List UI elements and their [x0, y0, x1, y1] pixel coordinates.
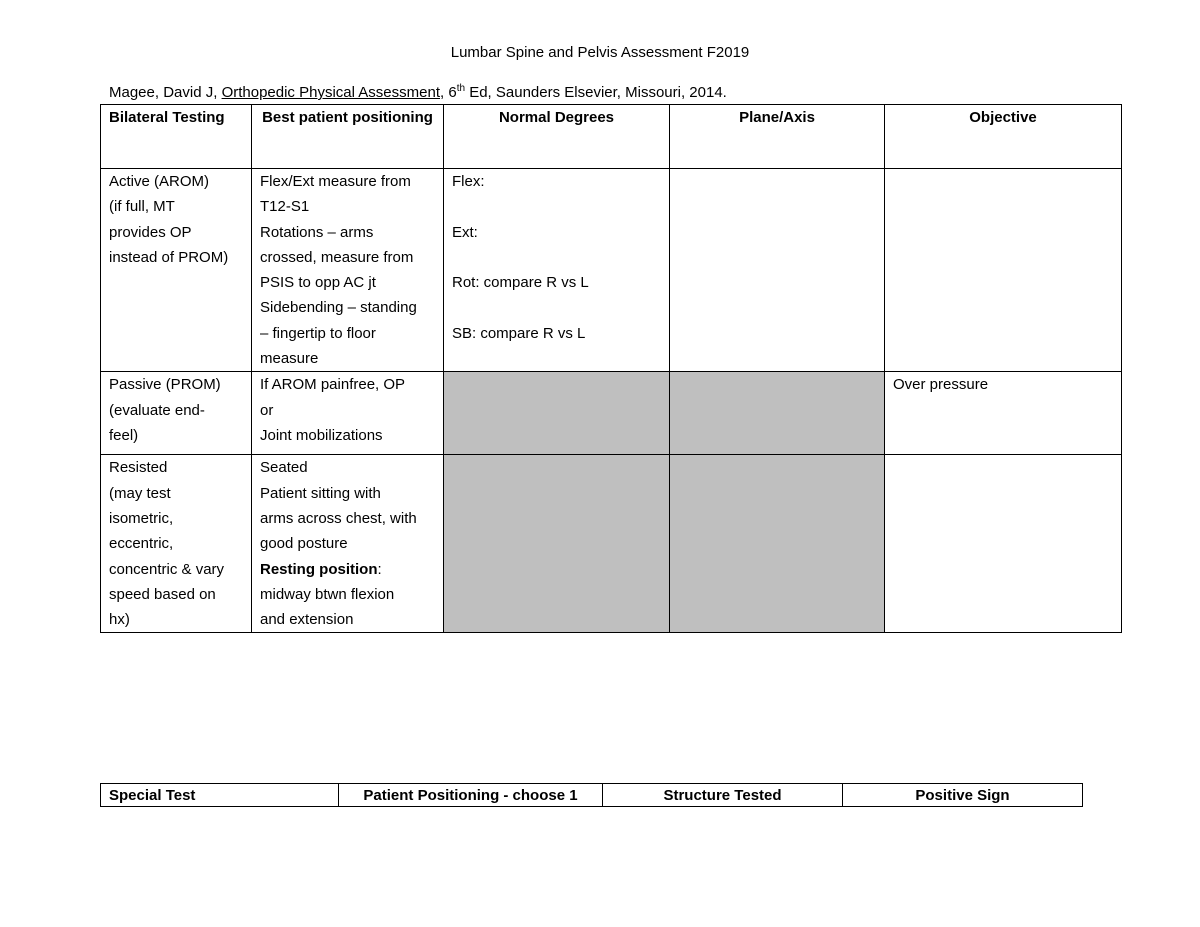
text-line: Rotations – arms [260, 223, 374, 241]
text-line: SB: compare R vs L [452, 324, 586, 342]
cell-positioning-passive [252, 372, 444, 455]
header-structure-tested: Structure Tested [603, 784, 843, 807]
row-passive-prom [101, 372, 1122, 455]
citation [109, 84, 727, 101]
row-active-arom [101, 169, 1122, 372]
cell-testing-active [101, 169, 252, 372]
text-line [452, 194, 661, 219]
text-line: Sidebending – standing [260, 299, 417, 317]
text-line: Passive (PROM) [109, 376, 221, 394]
text-line: crossed, measure from [260, 248, 414, 266]
text-line: PSIS to opp AC jt [260, 274, 376, 292]
special-test-header-row [101, 784, 1083, 807]
header-objective: Objective [885, 105, 1122, 169]
text-line: concentric & vary [109, 560, 225, 578]
text-line: Rot: compare R vs L [452, 274, 589, 292]
cell-plane-passive-shaded [670, 372, 885, 455]
text-line: (evaluate end- [109, 401, 205, 419]
header-normal-degrees: Normal Degrees [444, 105, 670, 169]
citation-edition-suffix: th [456, 83, 466, 94]
header-bilateral-testing: Bilateral Testing [101, 105, 252, 169]
citation-publisher: Ed, Saunders Elsevier, Missouri, 2014. [465, 84, 727, 101]
text-line: Active (AROM) [109, 173, 210, 190]
text-line: measure [260, 350, 319, 368]
text-line: (may test [109, 484, 171, 502]
resting-position-line [260, 557, 435, 582]
cell-objective-passive: Over pressure [885, 372, 1122, 455]
cell-testing-resisted [101, 455, 252, 633]
cell-degrees-active [444, 169, 670, 372]
cell-positioning-resisted [252, 455, 444, 633]
text-line: speed based on [109, 585, 216, 603]
text-line: and extension [260, 611, 354, 629]
text-line: provides OP [109, 223, 192, 241]
text-line: eccentric, [109, 535, 174, 553]
cell-testing-passive [101, 372, 252, 455]
text-line: Seated [260, 459, 308, 477]
text-line: instead of PROM) [109, 248, 229, 266]
text-line: T12-S1 [260, 198, 310, 216]
text-line [452, 295, 661, 320]
cell-degrees-passive-shaded [444, 372, 670, 455]
text-line: Resisted [109, 459, 168, 477]
header-best-patient-positioning: Best patient positioning [252, 105, 444, 169]
text-line: or [260, 401, 274, 419]
cell-plane-active [670, 169, 885, 372]
cell-plane-resisted-shaded [670, 455, 885, 633]
citation-author: Magee, David J, [109, 84, 222, 101]
text-line: Flex/Ext measure from [260, 173, 411, 190]
assessment-header-row [101, 105, 1122, 169]
text-line: isometric, [109, 509, 174, 527]
header-positive-sign: Positive Sign [843, 784, 1083, 807]
text-line: hx) [109, 611, 130, 629]
citation-edition: , 6 [440, 84, 457, 101]
cell-objective-active [885, 169, 1122, 372]
text-line: Joint mobilizations [260, 426, 383, 444]
text-line: If AROM painfree, OP [260, 376, 406, 394]
cell-degrees-resisted-shaded [444, 455, 670, 633]
header-plane-axis: Plane/Axis [670, 105, 885, 169]
header-patient-positioning: Patient Positioning - choose 1 [339, 784, 603, 807]
text-line: Patient sitting with [260, 484, 381, 502]
special-test-table [100, 783, 1083, 807]
text-line: Flex: [452, 173, 485, 190]
cell-objective-resisted [885, 455, 1122, 633]
row-resisted [101, 455, 1122, 633]
page-title: Lumbar Spine and Pelvis Assessment F2019 [450, 44, 750, 61]
text-line [452, 245, 661, 270]
text-line: midway btwn flexion [260, 585, 395, 603]
citation-book-title: Orthopedic Physical Assessment [221, 84, 440, 101]
header-special-test: Special Test [101, 784, 339, 807]
text-line: good posture [260, 535, 348, 553]
text-line: Ext: [452, 223, 478, 241]
text-line: – fingertip to floor [260, 324, 376, 342]
resting-position-colon: : [377, 560, 382, 578]
text-line: (if full, MT [109, 198, 175, 216]
cell-positioning-active [252, 169, 444, 372]
assessment-table [100, 104, 1122, 633]
text-line: feel) [109, 426, 139, 444]
resting-position-label: Resting position [260, 560, 378, 578]
text-line: arms across chest, with [260, 509, 417, 527]
